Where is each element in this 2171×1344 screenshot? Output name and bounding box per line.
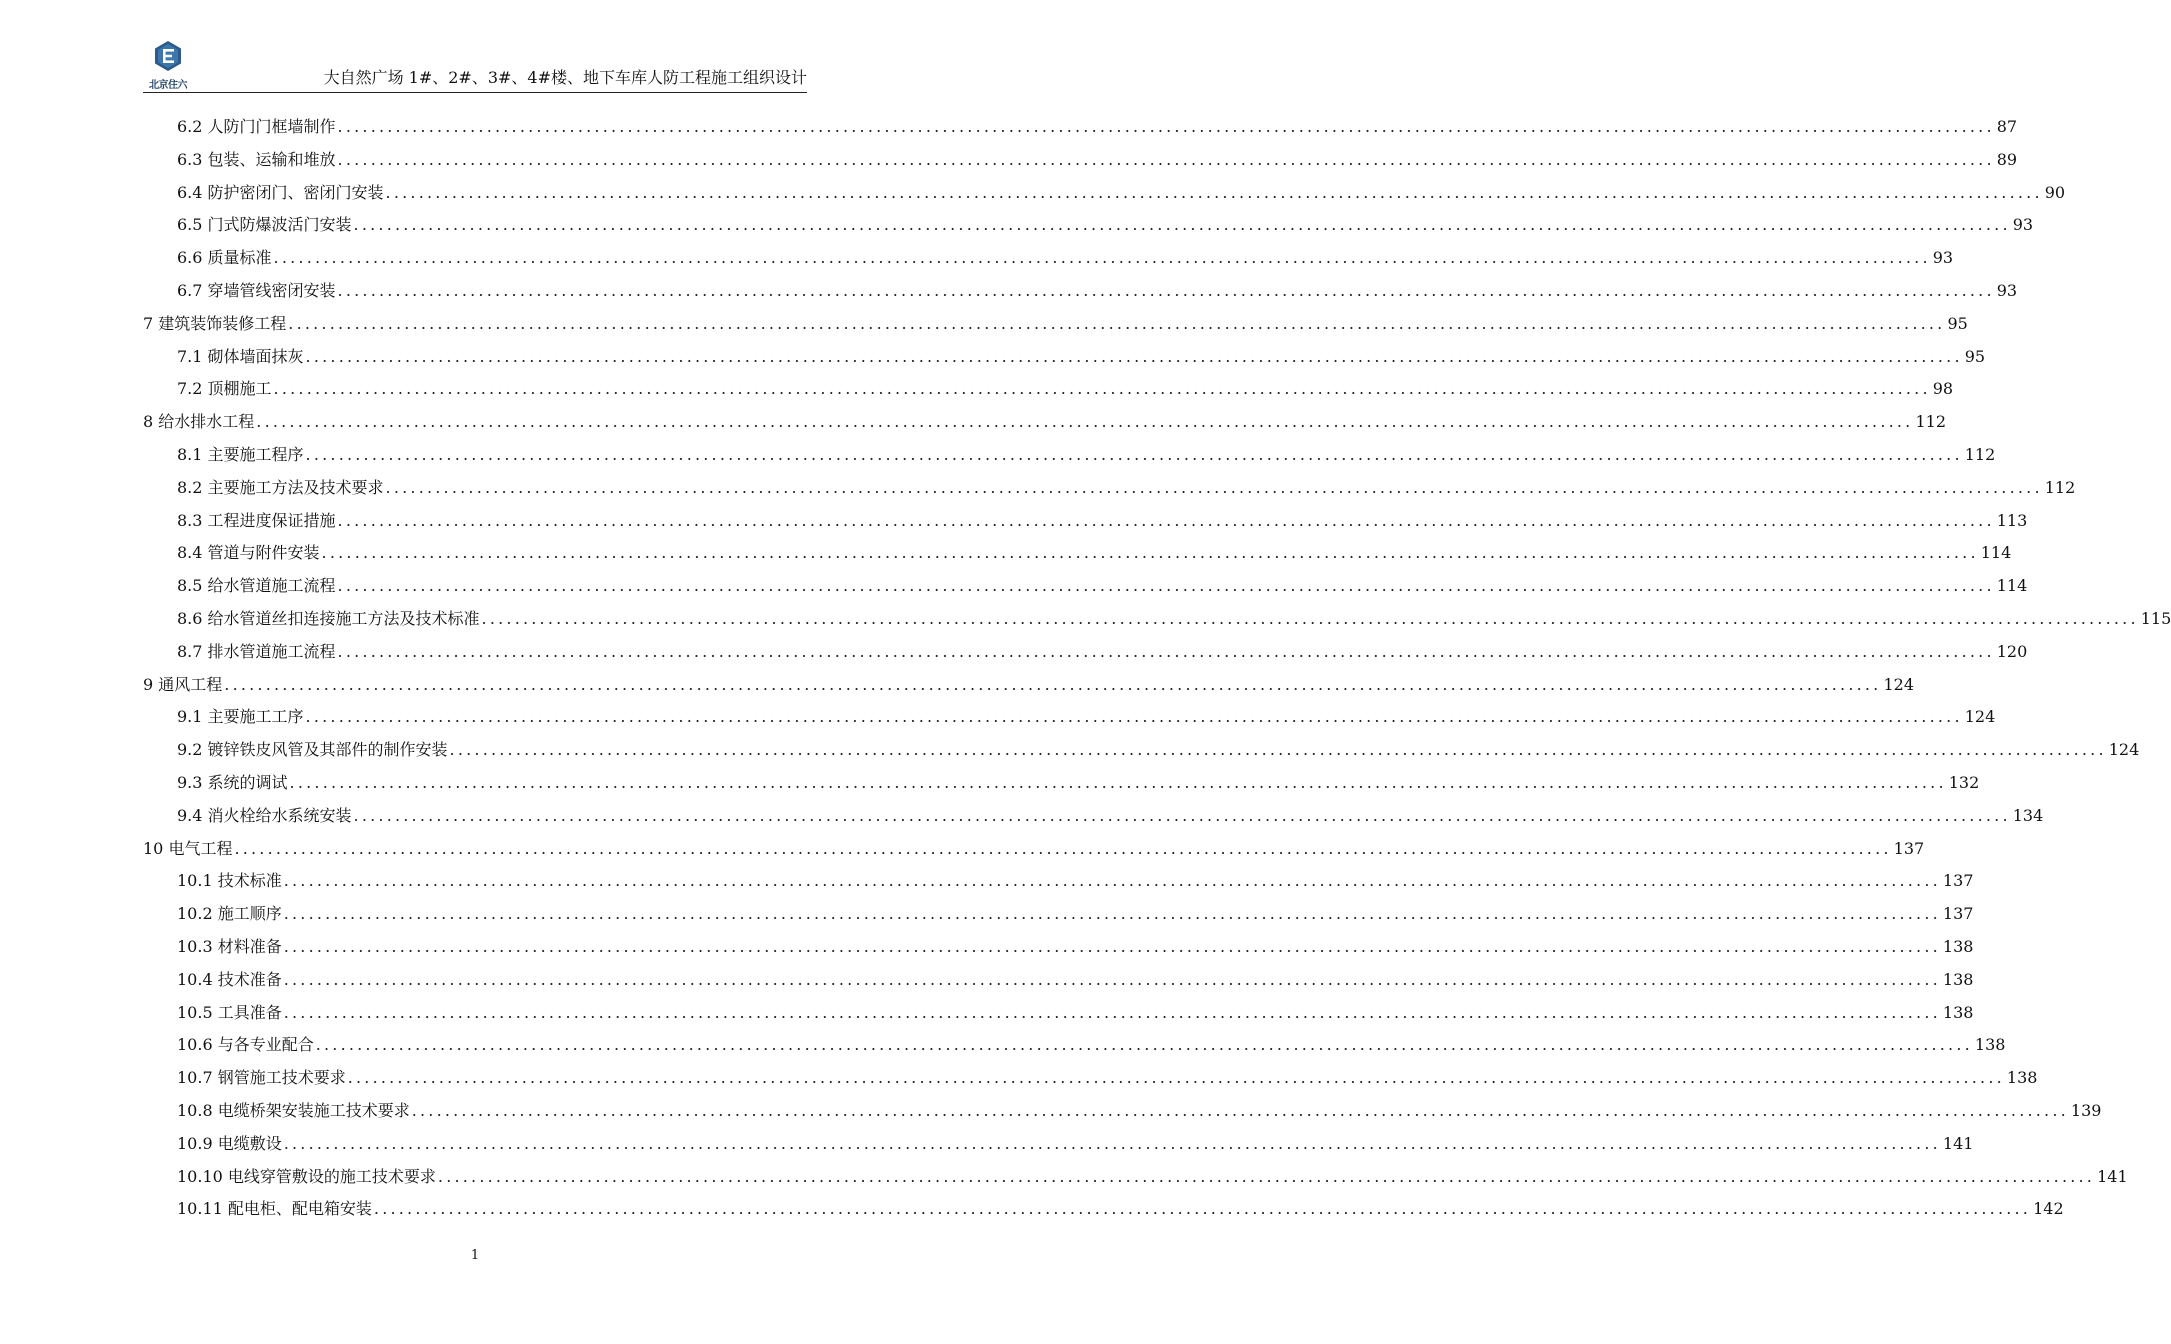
- toc-entry-label: 7 建筑装饰装修工程: [143, 313, 287, 333]
- toc-leader-dots: ........................................................................................................................................................................................................: [256, 412, 1914, 432]
- toc-entry[interactable]: [143, 373, 1954, 406]
- toc-entry-label: 8 给水排水工程: [143, 412, 255, 432]
- toc-entry-label: 9 通风工程: [143, 674, 223, 694]
- toc-entry-page: 141: [2097, 1166, 2128, 1186]
- toc-leader-dots: ........................................................................................................................................................................................................: [273, 248, 1931, 268]
- toc-entry[interactable]: [143, 341, 1986, 374]
- toc-entry[interactable]: [143, 177, 2066, 210]
- toc-entry[interactable]: [143, 997, 1974, 1030]
- toc-leader-dots: ........................................................................................................................................................................................................: [385, 182, 2043, 202]
- toc-entry-label: 10.2 施工顺序: [177, 904, 282, 924]
- toc-entry-label: 6.5 门式防爆波活门安装: [177, 215, 352, 235]
- toc-entry[interactable]: [143, 833, 1925, 866]
- toc-entry-page: 137: [1942, 904, 1974, 924]
- toc-entry-label: 10.3 材料准备: [177, 936, 282, 956]
- toc-entry-page: 95: [1964, 346, 1986, 366]
- toc-entry-label: 6.4 防护密闭门、密闭门安装: [177, 182, 384, 202]
- toc-entry-page: 93: [1932, 248, 1954, 268]
- toc-leader-dots: ........................................................................................................................................................................................................: [283, 936, 1941, 956]
- toc-entry[interactable]: [143, 537, 2012, 570]
- toc-entry[interactable]: [143, 505, 2028, 538]
- toc-leader-dots: ........................................................................................................................................................................................................: [224, 674, 1882, 694]
- toc-entry[interactable]: [143, 439, 1996, 472]
- toc-entry[interactable]: [143, 898, 1974, 931]
- toc-entry-page: 114: [1996, 576, 2028, 596]
- toc-entry-label: 10.7 钢管施工技术要求: [177, 1068, 346, 1088]
- toc-leader-dots: ........................................................................................................................................................................................................: [481, 608, 2139, 628]
- toc-entry-page: 141: [1942, 1133, 1974, 1153]
- toc-entry-label: 8.7 排水管道施工流程: [177, 641, 336, 661]
- toc-leader-dots: ........................................................................................................................................................................................................: [289, 772, 1947, 792]
- toc-entry[interactable]: [143, 144, 2018, 177]
- toc-entry-label: 8.1 主要施工程序: [177, 444, 304, 464]
- toc-entry[interactable]: [143, 1062, 2038, 1095]
- toc-entry-page: 124: [1883, 674, 1915, 694]
- toc-leader-dots: ........................................................................................................................................................................................................: [283, 871, 1941, 891]
- toc-entry-page: 115: [2140, 608, 2171, 628]
- toc-leader-dots: ........................................................................................................................................................................................................: [337, 117, 1995, 136]
- toc-entry-label: 8.5 给水管道施工流程: [177, 576, 336, 596]
- toc-entry[interactable]: [143, 242, 1954, 275]
- toc-leader-dots: ........................................................................................................................................................................................................: [283, 1133, 1941, 1153]
- toc-entry-page: 142: [2033, 1199, 2064, 1219]
- toc-entry-page: 138: [1942, 969, 1974, 989]
- toc-leader-dots: ........................................................................................................................................................................................................: [305, 444, 1963, 464]
- toc-leader-dots: ........................................................................................................................................................................................................: [353, 805, 2011, 825]
- toc-leader-dots: ........................................................................................................................................................................................................: [411, 1100, 2069, 1120]
- page-header: [143, 38, 807, 93]
- toc-entry-page: 134: [2012, 805, 2044, 825]
- toc-entry-label: 8.6 给水管道丝扣连接施工方法及技术标准: [177, 608, 480, 628]
- toc-entry-label: 10.9 电缆敷设: [177, 1133, 282, 1153]
- toc-entry-label: 7.2 顶棚施工: [177, 379, 272, 399]
- hexagon-e-logo-icon: [153, 40, 183, 72]
- toc-leader-dots: ........................................................................................................................................................................................................: [337, 576, 1995, 596]
- toc-entry-page: 114: [1980, 543, 2012, 563]
- toc-entry-label: 8.4 管道与附件安装: [177, 543, 320, 563]
- toc-entry-label: 10.6 与各专业配合: [177, 1035, 314, 1055]
- toc-entry[interactable]: [143, 636, 2028, 669]
- toc-entry-label: 10.8 电缆桥架安装施工技术要求: [177, 1100, 410, 1120]
- toc-entry-label: 10.11 配电柜、配电箱安装: [177, 1199, 372, 1219]
- toc-leader-dots: ........................................................................................................................................................................................................: [321, 543, 1979, 563]
- toc-entry-page: 95: [1947, 313, 1968, 333]
- toc-entry-page: 132: [1948, 772, 1980, 792]
- toc-entry-page: 112: [2044, 477, 2076, 497]
- toc-entry-label: 10.4 技术准备: [177, 969, 282, 989]
- toc-entry-page: 87: [1996, 117, 2018, 136]
- table-of-contents: [143, 111, 2171, 1226]
- toc-entry-label: 9.1 主要施工工序: [177, 707, 304, 727]
- toc-leader-dots: ........................................................................................................................................................................................................: [337, 641, 1995, 661]
- toc-entry-label: 10.1 技术标准: [177, 871, 282, 891]
- toc-entry-page: 137: [1893, 838, 1925, 858]
- document-title: 大自然广场 1#、2#、3#、4#楼、地下车库人防工程施工组织设计: [323, 68, 807, 87]
- toc-leader-dots: ........................................................................................................................................................................................................: [305, 707, 1963, 727]
- toc-entry-page: 138: [1974, 1035, 2006, 1055]
- toc-leader-dots: ........................................................................................................................................................................................................: [347, 1068, 2005, 1088]
- toc-entry[interactable]: [143, 701, 1996, 734]
- toc-entry[interactable]: [143, 111, 2018, 144]
- toc-entry[interactable]: [143, 931, 1974, 964]
- toc-entry[interactable]: [143, 669, 1915, 702]
- toc-entry-page: 139: [2070, 1100, 2102, 1120]
- toc-leader-dots: ........................................................................................................................................................................................................: [283, 969, 1941, 989]
- toc-entry-label: 8.3 工程进度保证措施: [177, 510, 336, 530]
- toc-entry-page: 113: [1996, 510, 2028, 530]
- toc-entry-label: 9.3 系统的调试: [177, 772, 288, 792]
- toc-entry[interactable]: [143, 1128, 1974, 1161]
- toc-leader-dots: ........................................................................................................................................................................................................: [273, 379, 1931, 399]
- toc-entry-label: 9.2 镀锌铁皮风管及其部件的制作安装: [177, 740, 448, 760]
- toc-entry[interactable]: [143, 1193, 2064, 1226]
- toc-leader-dots: ........................................................................................................................................................................................................: [288, 313, 1946, 333]
- toc-entry-page: 138: [1942, 936, 1974, 956]
- toc-entry-page: 93: [2012, 215, 2034, 235]
- toc-leader-dots: ........................................................................................................................................................................................................: [283, 904, 1941, 924]
- toc-entry[interactable]: [143, 570, 2028, 603]
- toc-entry-page: 138: [2006, 1068, 2038, 1088]
- toc-leader-dots: ........................................................................................................................................................................................................: [437, 1166, 2096, 1186]
- logo-text: 北京住六: [149, 80, 187, 91]
- toc-entry-page: 93: [1996, 280, 2018, 300]
- toc-entry-label: 6.3 包装、运输和堆放: [177, 149, 336, 169]
- toc-entry-label: 10 电气工程: [143, 838, 233, 858]
- toc-leader-dots: ........................................................................................................................................................................................................: [234, 838, 1892, 858]
- toc-entry-label: 6.7 穿墙管线密闭安装: [177, 280, 336, 300]
- toc-leader-dots: ........................................................................................................................................................................................................: [283, 1002, 1941, 1022]
- toc-entry[interactable]: [143, 308, 1968, 341]
- toc-entry[interactable]: [143, 1161, 2128, 1194]
- toc-entry-page: 112: [1915, 412, 1947, 432]
- toc-leader-dots: ........................................................................................................................................................................................................: [373, 1199, 2032, 1219]
- toc-entry[interactable]: [143, 275, 2018, 308]
- toc-entry[interactable]: [143, 865, 1974, 898]
- toc-leader-dots: ........................................................................................................................................................................................................: [337, 149, 1995, 169]
- toc-leader-dots: ........................................................................................................................................................................................................: [337, 280, 1995, 300]
- page-number: 1: [470, 1248, 480, 1263]
- toc-entry-label: 6.2 人防门门框墙制作: [177, 117, 336, 136]
- toc-entry-label: 7.1 砌体墙面抹灰: [177, 346, 304, 366]
- toc-entry[interactable]: [143, 964, 1974, 997]
- toc-entry[interactable]: [143, 1029, 2006, 1062]
- toc-entry-page: 90: [2044, 182, 2066, 202]
- toc-leader-dots: ........................................................................................................................................................................................................: [353, 215, 2011, 235]
- toc-leader-dots: ........................................................................................................................................................................................................: [385, 477, 2043, 497]
- toc-entry-label: 10.5 工具准备: [177, 1002, 282, 1022]
- toc-entry-page: 124: [1964, 707, 1996, 727]
- toc-entry[interactable]: [143, 800, 2044, 833]
- toc-entry[interactable]: [143, 472, 2076, 505]
- toc-entry-label: 6.6 质量标准: [177, 248, 272, 268]
- toc-entry[interactable]: [143, 406, 1947, 439]
- toc-entry[interactable]: [143, 603, 2171, 636]
- toc-leader-dots: ........................................................................................................................................................................................................: [449, 740, 2107, 760]
- toc-entry-page: 138: [1942, 1002, 1974, 1022]
- toc-entry-page: 120: [1996, 641, 2028, 661]
- toc-entry-label: 9.4 消火栓给水系统安装: [177, 805, 352, 825]
- toc-entry-page: 98: [1932, 379, 1954, 399]
- toc-entry[interactable]: [143, 209, 2034, 242]
- toc-entry-page: 112: [1964, 444, 1996, 464]
- toc-entry[interactable]: [143, 767, 1980, 800]
- toc-leader-dots: ........................................................................................................................................................................................................: [315, 1035, 1973, 1055]
- toc-entry-label: 8.2 主要施工方法及技术要求: [177, 477, 384, 497]
- toc-entry-page: 124: [2108, 740, 2140, 760]
- toc-leader-dots: ........................................................................................................................................................................................................: [337, 510, 1995, 530]
- toc-entry-page: 89: [1996, 149, 2018, 169]
- toc-entry-label: 10.10 电线穿管敷设的施工技术要求: [177, 1166, 436, 1186]
- toc-leader-dots: ........................................................................................................................................................................................................: [305, 346, 1963, 366]
- toc-entry-page: 137: [1942, 871, 1974, 891]
- toc-entry[interactable]: [143, 1095, 2102, 1128]
- company-logo: [143, 40, 193, 90]
- toc-entry[interactable]: [143, 734, 2140, 767]
